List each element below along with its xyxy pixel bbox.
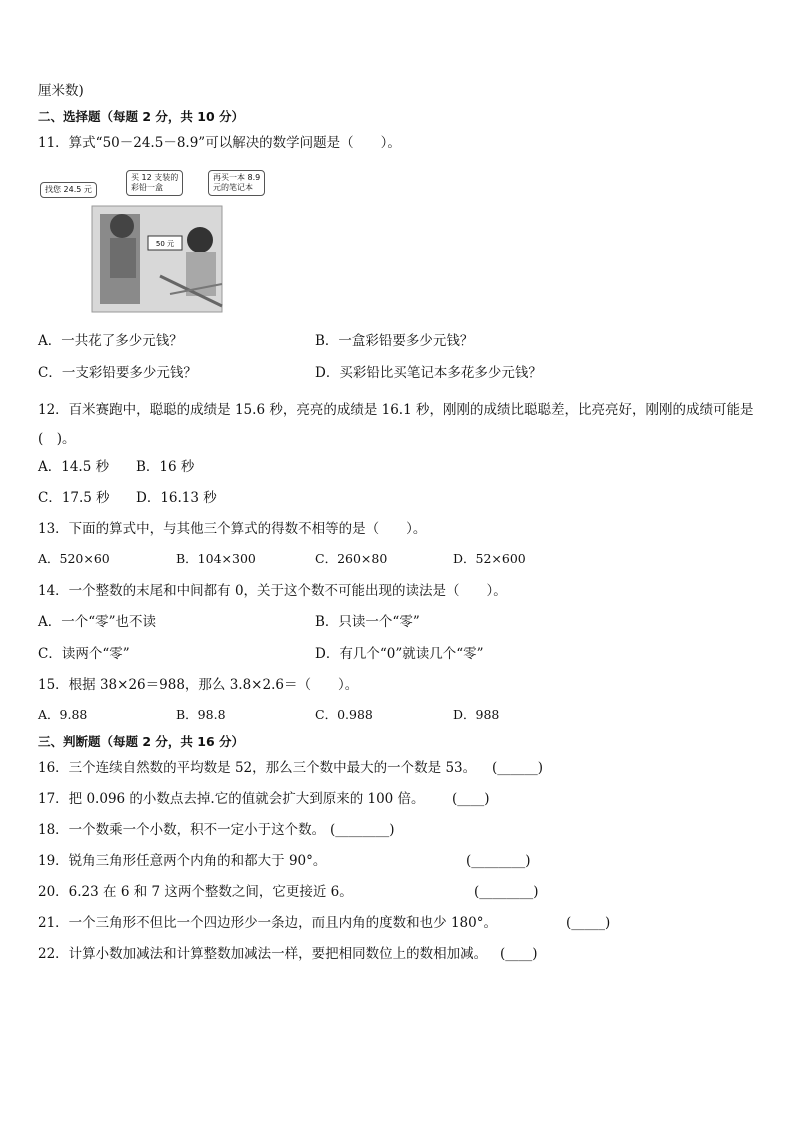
q14-option-b: B．只读一个“零” [315, 614, 420, 630]
q11-option-c: C．一支彩铅要多少元钱？ [38, 365, 197, 381]
question-16-stem: 16．三个连续自然数的平均数是 52，那么三个数中最大的一个数是 53。 [38, 760, 477, 776]
question-17-stem: 17．把 0.096 的小数点去掉.它的值就会扩大到原来的 100 倍。 [38, 791, 425, 807]
money-note-label: 50 元 [155, 240, 175, 248]
q15-option-d: D．988 [453, 707, 500, 722]
q12-option-a: A．14.5 秒 [38, 459, 110, 475]
question-13-stem: 13．下面的算式中，与其他三个算式的得数不相等的是（ ）。 [38, 521, 427, 537]
q12-option-c: C．17.5 秒 [38, 490, 110, 506]
q13-option-b: B．104×300 [176, 551, 256, 566]
q13-option-a: A．520×60 [38, 551, 110, 566]
question-11-stem: 11．算式“50－24.5－8.9”可以解决的数学问题是（ ）。 [38, 135, 401, 151]
q15-option-b: B．98.8 [176, 707, 226, 722]
question-21-stem: 21．一个三角形不但比一个四边形少一条边，而且内角的度数和也少 180°。 [38, 915, 497, 931]
q13-option-c: C．260×80 [315, 551, 388, 566]
question-20-stem: 20．6.23 在 6 和 7 这两个整数之间，它更接近 6。 [38, 884, 353, 900]
q21-answer-blank[interactable]: (_____) [566, 915, 611, 931]
q13-option-d: D．52×600 [453, 551, 526, 566]
section-heading-judgement: 三、判断题（每题 2 分，共 16 分） [38, 734, 245, 749]
q22-answer-blank[interactable]: (____) [500, 946, 538, 962]
question-12-stem: 12．百米赛跑中，聪聪的成绩是 15.6 秒，亮亮的成绩是 16.1 秒，刚刚的成绩比聪聪差，比亮亮好，刚刚的成绩可能是( )。 [38, 402, 754, 447]
q15-option-c: C．0.988 [315, 707, 373, 722]
q12-option-b: B．16 秒 [136, 459, 195, 475]
q16-answer-blank[interactable]: (______) [492, 760, 544, 776]
q11-option-b: B．一盒彩铅要多少元钱？ [315, 333, 474, 349]
carry-over-text: 厘米数) [38, 83, 84, 99]
q11-option-d: D．买彩铅比买笔记本多花多少元钱？ [315, 365, 542, 381]
q14-option-a: A．一个“零”也不读 [38, 614, 157, 630]
q19-answer-blank[interactable]: (________) [466, 853, 531, 869]
question-18-stem: 18．一个数乘一个小数，积不一定小于这个数。 [38, 822, 326, 838]
q12-option-d: D．16.13 秒 [136, 490, 217, 506]
question-14-stem: 14．一个整数的末尾和中间都有 0，关于这个数不可能出现的读法是（ ）。 [38, 583, 507, 599]
speech-bubble-change: 找您 24.5 元 [40, 182, 97, 198]
section-heading-choice: 二、选择题（每题 2 分，共 10 分） [38, 109, 245, 124]
question-22-stem: 22．计算小数加减法和计算整数加减法一样，要把相同数位上的数相加减。 [38, 946, 488, 962]
speech-bubble-pencils: 买 12 支装的 彩铅一盒 [126, 170, 183, 196]
speech-bubble-notebook: 再买一本 8.9 元的笔记本 [208, 170, 265, 196]
q11-option-a: A．一共花了多少元钱？ [38, 333, 183, 349]
question-19-stem: 19．锐角三角形任意两个内角的和都大于 90°。 [38, 853, 327, 869]
question-15-stem: 15．根据 38×26＝988，那么 3.8×2.6＝（ ）。 [38, 677, 359, 693]
q20-answer-blank[interactable]: (________) [474, 884, 539, 900]
q14-option-d: D．有几个“0”就读几个“零” [315, 646, 484, 662]
q14-option-c: C．读两个“零” [38, 646, 130, 662]
q18-answer-blank[interactable]: (________) [330, 822, 395, 838]
q15-option-a: A．9.88 [38, 707, 88, 722]
q17-answer-blank[interactable]: (____) [452, 791, 490, 807]
shopping-illustration [40, 166, 280, 314]
